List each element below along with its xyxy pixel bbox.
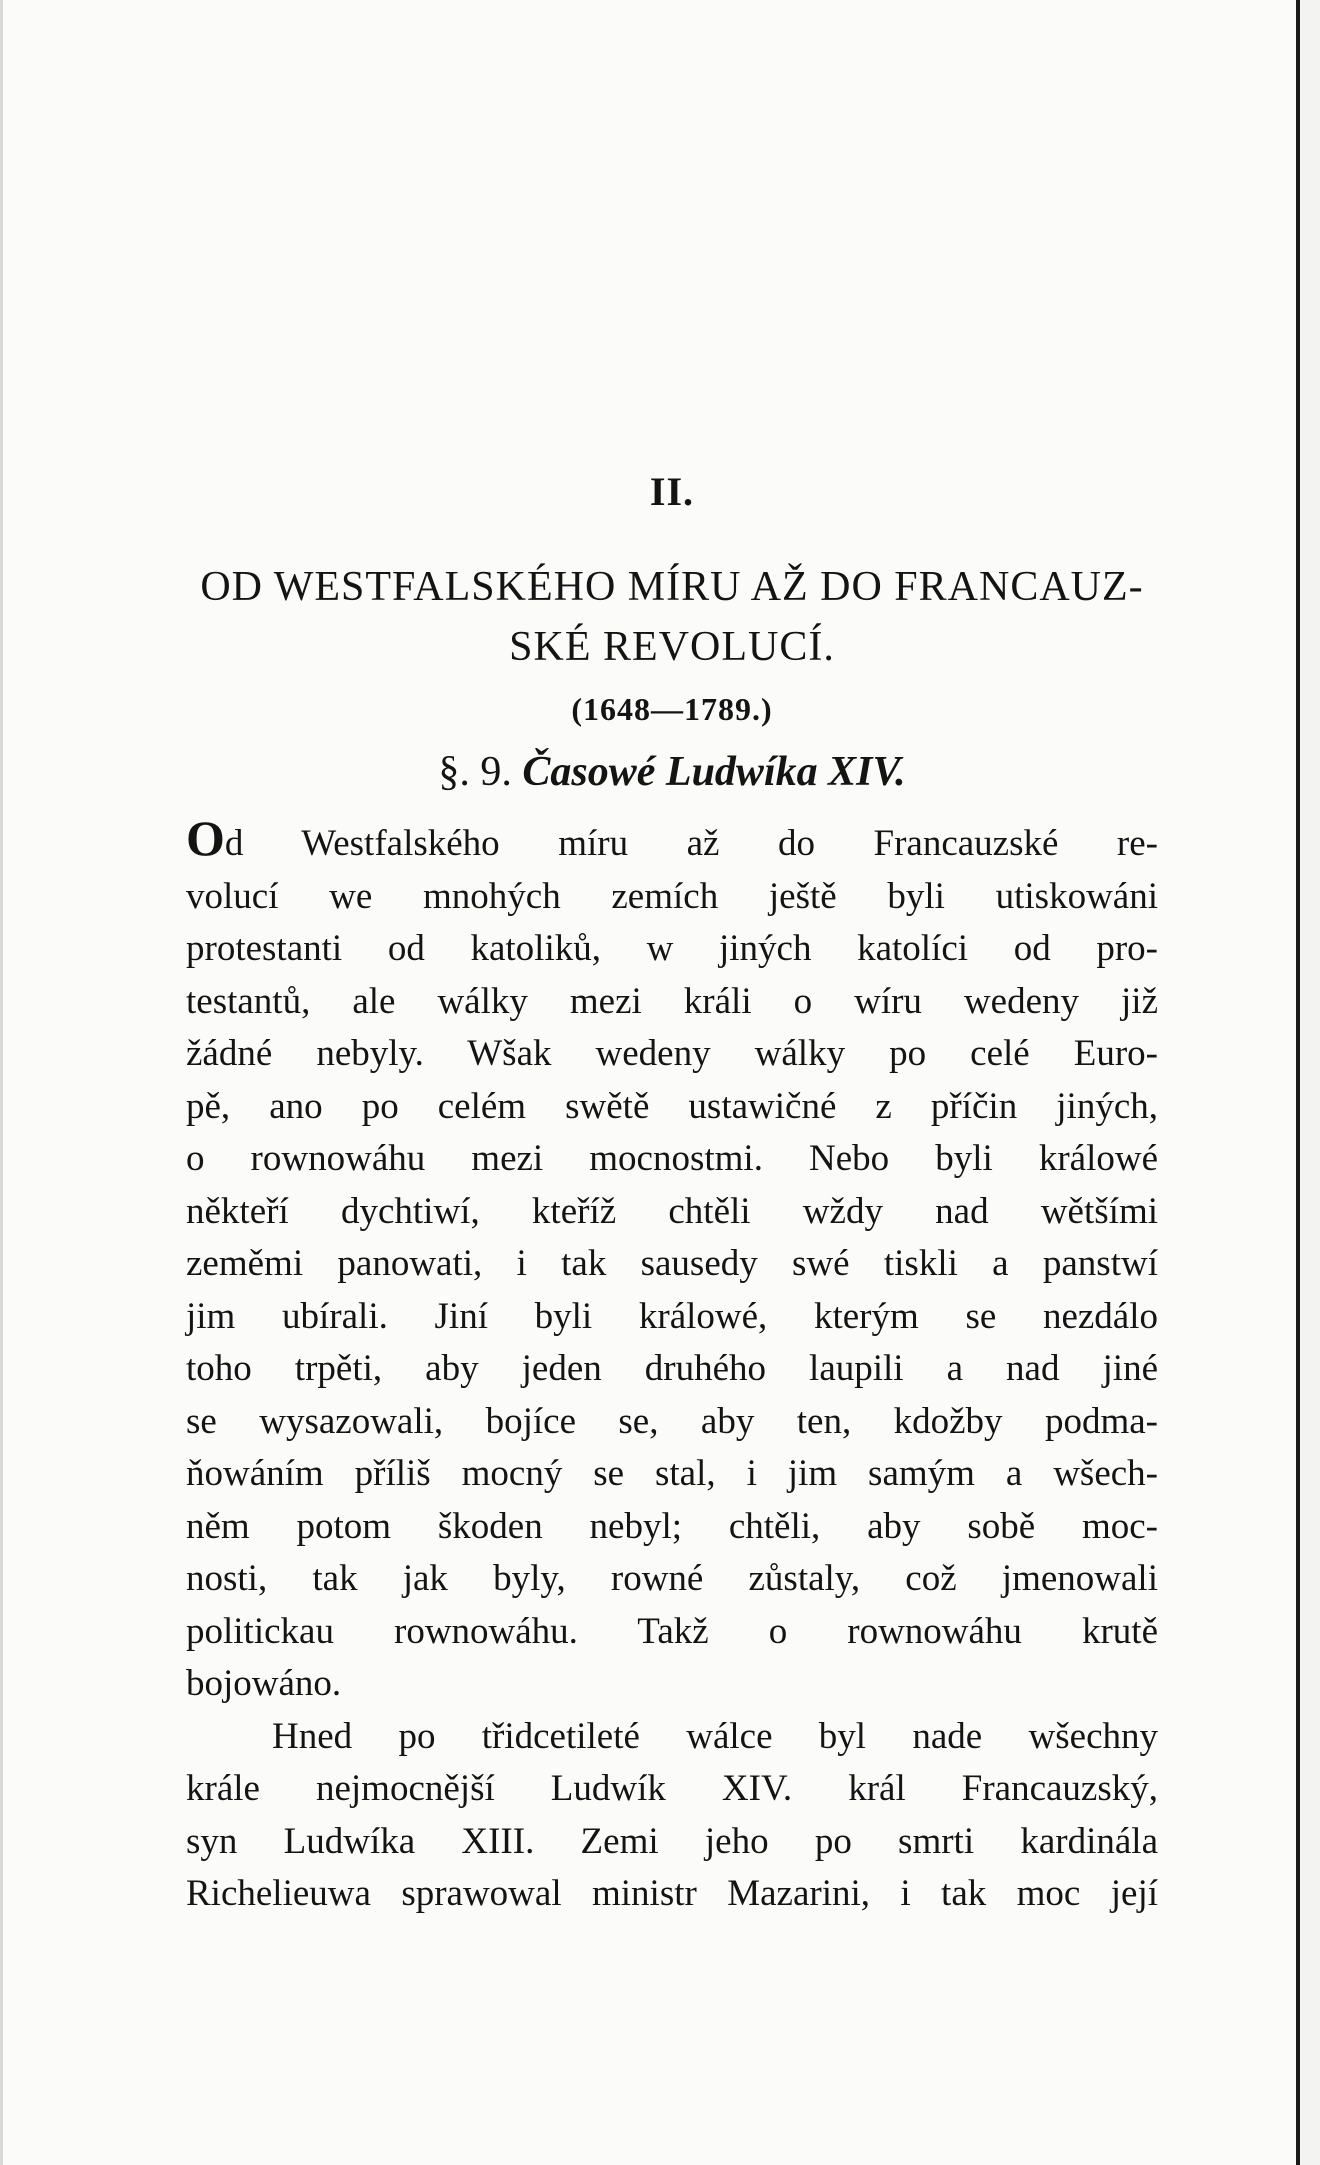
paragraph-line: něm potom škoden nebyl; chtěli, aby sobě moc- xyxy=(186,1505,1158,1547)
drop-initial: O xyxy=(186,810,225,866)
paragraph-line: ňowáním příliš mocný se stal, i jim samým a wšech- xyxy=(186,1453,1158,1494)
chapter-dates: (1648—1789.) xyxy=(571,691,773,727)
paragraph-line: politickau rownowáhu. Takž o rownowáhu krutě xyxy=(186,1610,1158,1652)
paragraph-1 xyxy=(186,810,1158,1711)
paragraph-line: nosti, tak jak byly, rowné zůstaly, což jmenowali xyxy=(186,1558,1158,1599)
chapter-title xyxy=(186,557,1158,677)
paragraph-line: se wysazowali, bojíce se, aby ten, kdožby podma- xyxy=(186,1400,1158,1442)
page-right-edge xyxy=(1296,0,1300,2165)
paragraph-line: toho trpěti, aby jeden druhého laupili a nad jiné xyxy=(186,1348,1158,1389)
paragraph-line: Richelieuwa sprawowal ministr Mazarini, i tak moc její xyxy=(186,1873,1158,1914)
paragraph-line: krále nejmocnější Ludwík XIV. král Francauzský, xyxy=(186,1768,1158,1809)
paragraph-line: protestanti od katoliků, w jiných katolíci od pro- xyxy=(186,928,1158,969)
paragraph-line-text: d Westfalského míru až do Francauzské re- xyxy=(224,823,1158,864)
paragraph-line: bojowáno. xyxy=(186,1663,342,1704)
paragraph-line: zeměmi panowati, i tak sausedy swé tiskli a panstwí xyxy=(186,1243,1158,1284)
paragraph-line: pě, ano po celém swětě ustawičné z příčin jiných, xyxy=(186,1085,1158,1127)
paragraph-line: o rownowáhu mezi mocnostmi. Nebo byli králowé xyxy=(186,1138,1158,1179)
paragraph-line: žádné nebyly. Wšak wedeny wálky po celé Euro- xyxy=(186,1033,1158,1074)
chapter-title-line-1: OD WESTFALSKÉHO MÍRU AŽ DO FRANCAUZ- xyxy=(200,564,1144,610)
paragraph-2 xyxy=(186,1711,1158,1921)
section-title: Časowé Ludwíka XIV. xyxy=(522,749,906,795)
paragraph-line: volucí we mnohých zemích ještě byli utiskowáni xyxy=(186,875,1158,917)
page-binding-area xyxy=(1300,0,1320,2165)
paragraph-line: někteří dychtiwí, kteříž chtěli wždy nad wětšími xyxy=(186,1190,1158,1232)
page-left-edge xyxy=(0,0,3,2165)
page-content xyxy=(186,468,1158,1921)
paragraph-line: testantů, ale wálky mezi králi o wíru wedeny již xyxy=(186,980,1158,1022)
chapter-number: II. xyxy=(649,469,695,514)
paragraph-line: syn Ludwíka XIII. Zemi jeho po smrti kardinála xyxy=(186,1820,1158,1862)
section-label: §. 9. xyxy=(438,749,512,795)
section-heading xyxy=(186,748,1158,796)
paragraph-line: Hned po třidcetileté wálce byl nade wšechny xyxy=(272,1715,1158,1757)
chapter-title-line-2: SKÉ REVOLUCÍ. xyxy=(509,624,835,670)
paragraph-line: jim ubírali. Jiní byli králowé, kterým se nezdálo xyxy=(186,1295,1158,1337)
paragraph-line xyxy=(186,810,1158,871)
